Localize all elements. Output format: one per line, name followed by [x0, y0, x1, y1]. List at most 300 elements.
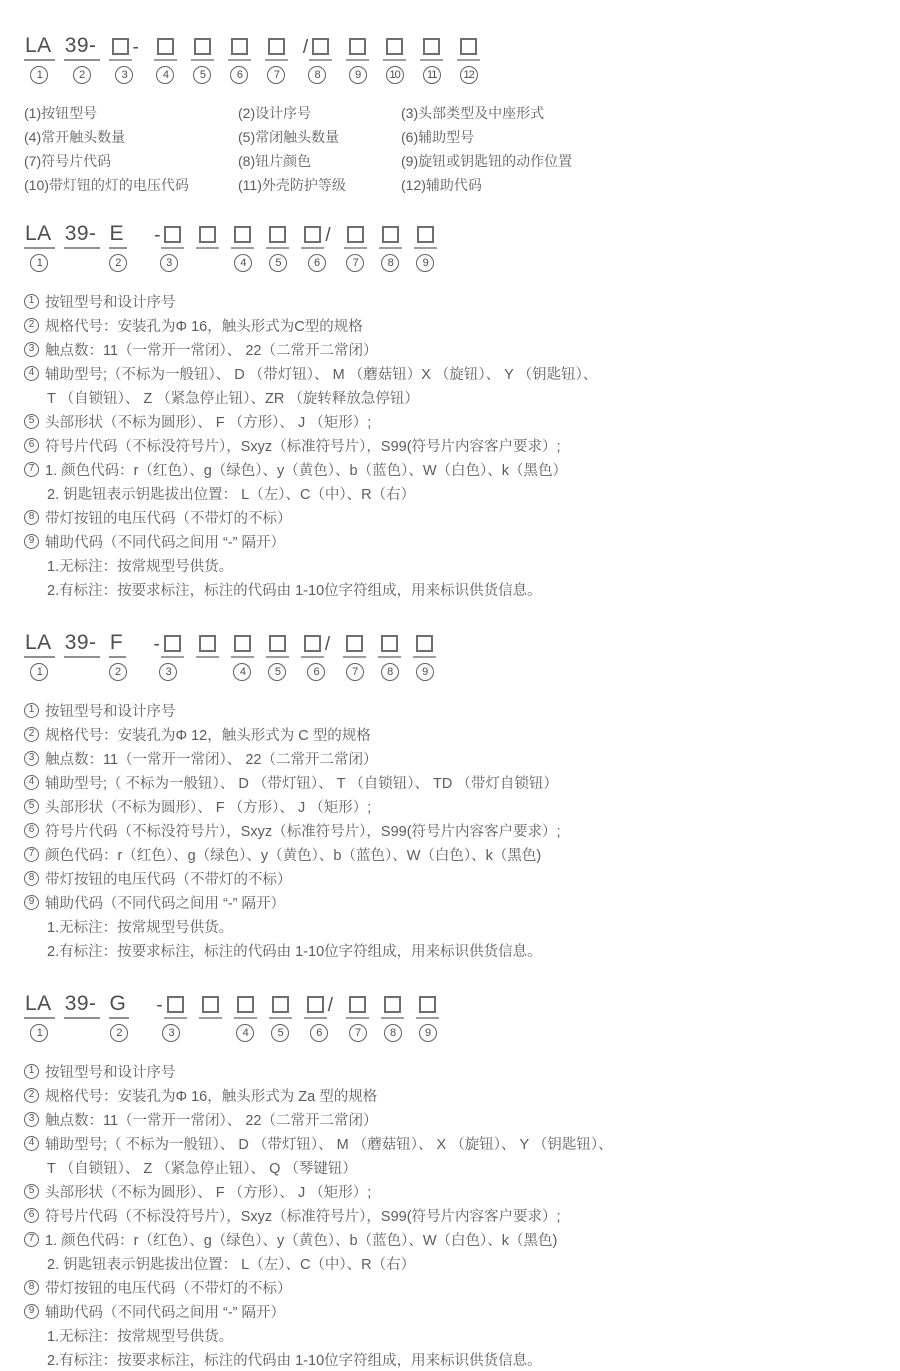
- scheme-segment: [266, 631, 289, 683]
- spec-text: 触点数：11（一常开一常闭）、 22（二常开二常闭）: [45, 1112, 378, 1129]
- scheme-segment: [191, 34, 214, 86]
- placeholder-box-icon: [419, 996, 436, 1013]
- scheme-segment-number: [349, 1024, 367, 1044]
- spec-text: 1.无标注：按常规型号供货。: [47, 558, 234, 575]
- placeholder-box-underline: [199, 996, 222, 1019]
- separator-dash: -: [132, 37, 139, 58]
- circled-number: 6: [24, 1208, 39, 1223]
- scheme-segment-number: [349, 66, 367, 86]
- scheme-segment: [64, 992, 100, 1044]
- circled-number: 2: [109, 254, 127, 272]
- spec-line: [24, 433, 880, 457]
- scheme-segment: [414, 222, 437, 274]
- spec-line: [24, 553, 880, 577]
- placeholder-box-underline: [228, 38, 251, 61]
- circled-number: 3: [115, 66, 133, 84]
- circled-number: 4: [24, 775, 39, 790]
- separator-dash: -: [156, 995, 163, 1016]
- circled-number: 9: [349, 66, 367, 84]
- scheme-segment-number: [73, 66, 91, 86]
- placeholder-box-icon: [304, 226, 321, 243]
- separator-slash: /: [327, 995, 333, 1016]
- scheme-segment-number: [386, 66, 404, 86]
- scheme-segment: [228, 34, 251, 86]
- scheme-segment-number: [381, 663, 399, 683]
- placeholder-box-underline: [161, 635, 184, 658]
- scheme-segment-symbols: [24, 34, 55, 61]
- placeholder-box-underline: [196, 226, 219, 249]
- placeholder-box-underline: [301, 226, 324, 249]
- circled-number: 9: [416, 254, 434, 272]
- spec-line: [24, 1275, 880, 1299]
- scheme-segment: [231, 222, 254, 274]
- scheme-segment-symbols: [343, 631, 366, 658]
- placeholder-box-icon: [304, 635, 321, 652]
- circled-number: 1: [30, 663, 48, 681]
- spec-line: [24, 1299, 880, 1323]
- scheme-segment: [24, 222, 55, 274]
- spec-line: [24, 577, 880, 601]
- scheme-segment-symbols: [228, 34, 251, 61]
- circled-number: 4: [156, 66, 174, 84]
- placeholder-box-underline: [304, 996, 327, 1019]
- spec-text: 带灯按钮的电压代码（不带灯的不标）: [45, 1280, 292, 1297]
- placeholder-box-underline: [269, 996, 292, 1019]
- legend-item: (10)带灯钮的灯的电压代码: [24, 177, 189, 193]
- spec-line: [24, 289, 880, 313]
- spec-line: [24, 313, 880, 337]
- scheme-segment: [266, 222, 289, 274]
- model-code-label: 39-: [64, 631, 100, 658]
- scheme-segment: [378, 631, 401, 683]
- scheme-segment-symbols: [191, 34, 214, 61]
- legend-item: (5)常闭触头数量: [238, 129, 340, 145]
- model-code-label: LA: [24, 222, 55, 249]
- scheme-segment: [199, 992, 222, 1044]
- scheme-segment-number: [160, 254, 178, 274]
- circled-number: 5: [24, 1184, 39, 1199]
- spec-text: 触点数：11（一常开一常闭）、 22（二常开二常闭）: [45, 342, 378, 359]
- placeholder-box-icon: [307, 996, 324, 1013]
- scheme-segment-symbols: [379, 222, 402, 249]
- scheme-segment-number: [230, 66, 248, 86]
- scheme-segment-symbols: [346, 34, 369, 61]
- spec-text: T （自锁钮）、 Z （紧急停止钮）、ZR （旋转释放急停钮）: [47, 390, 419, 407]
- scheme-segment-symbols: [64, 222, 100, 249]
- spec-text: 2.有标注：按要求标注，标注的代码由 1-10位字符组成，用来标识供货信息。: [47, 582, 542, 599]
- scheme-segment-symbols: [24, 222, 55, 249]
- circled-number: 11: [423, 66, 441, 84]
- spec-text: 规格代号：安装孔为Φ 12，触头形式为 C 型的规格: [45, 727, 371, 744]
- spec-text: 触点数：11（一常开一常闭）、 22（二常开二常闭）: [45, 751, 378, 768]
- spec-text: 2.有标注：按要求标注，标注的代码由 1-10位字符组成，用来标识供货信息。: [47, 1352, 542, 1369]
- legend-item: (3)头部类型及中座形式: [401, 105, 545, 121]
- spec-text: 规格代号：安装孔为Φ 16，触头形式为C型的规格: [45, 318, 363, 335]
- scheme-segment-number: [162, 1024, 180, 1044]
- placeholder-box-underline: [265, 38, 288, 61]
- spec-text: 1. 颜色代码：r（红色）、g（绿色）、y（黄色）、b（蓝色）、W（白色）、k（黑色): [45, 1232, 558, 1249]
- model-code-label: LA: [24, 34, 55, 61]
- scheme-segment-number: [115, 66, 133, 86]
- scheme-segment-symbols: [378, 631, 401, 658]
- model-scheme-e: [24, 222, 880, 274]
- scheme-segment-number: [460, 66, 478, 86]
- scheme-segment: [302, 34, 332, 86]
- circled-number: 8: [24, 1280, 39, 1295]
- circled-number: 9: [416, 663, 434, 681]
- placeholder-box-icon: [384, 996, 401, 1013]
- scheme-segment: [301, 631, 331, 683]
- scheme-segment-symbols: [24, 992, 55, 1019]
- scheme-segment: [155, 992, 186, 1044]
- circled-number: 12: [460, 66, 478, 84]
- scheme-segment-number: [156, 66, 174, 86]
- spec-line: [24, 1347, 880, 1371]
- scheme-segment: [346, 34, 369, 86]
- model-code-label: 39-: [64, 34, 100, 61]
- model-code-label: G: [109, 992, 130, 1019]
- spec-line: [24, 481, 880, 505]
- scheme-segment-symbols: [420, 34, 443, 61]
- circled-number: 6: [230, 66, 248, 84]
- scheme-segment-symbols: [64, 34, 100, 61]
- spec-text: 辅助代码（不同代码之间用 “-” 隔开）: [45, 534, 286, 551]
- circled-number: 4: [24, 1136, 39, 1151]
- scheme-segment-number: [346, 663, 364, 683]
- scheme-segment: [154, 34, 177, 86]
- section-la39-f: [24, 631, 880, 962]
- placeholder-box-underline: [309, 38, 332, 61]
- scheme-segment-number: [159, 663, 177, 683]
- scheme-segment: [379, 222, 402, 274]
- placeholder-box-icon: [272, 996, 289, 1013]
- scheme-segment-symbols: [199, 992, 222, 1019]
- scheme-segment: [64, 631, 100, 683]
- legend-item: (7)符号片代码: [24, 153, 112, 169]
- spec-line: [24, 505, 880, 529]
- circled-number: 8: [381, 254, 399, 272]
- spec-line: [24, 866, 880, 890]
- scheme-segment: [153, 631, 184, 683]
- legend-grid: [24, 106, 880, 192]
- circled-number: 2: [110, 1024, 128, 1042]
- model-code-label: LA: [24, 992, 55, 1019]
- separator-slash: /: [324, 634, 331, 655]
- spec-text: 2. 钥匙钮表示钥匙拔出位置： L（左）、C（中）、R（右）: [47, 486, 416, 503]
- scheme-segment-symbols: [265, 34, 288, 61]
- scheme-segment-number: [308, 66, 326, 86]
- scheme-segment-symbols: [413, 631, 436, 658]
- scheme-segment: [231, 631, 254, 683]
- spec-text: 2. 钥匙钮表示钥匙拔出位置： L（左）、C（中）、R（右）: [47, 1256, 416, 1273]
- spec-line: [24, 722, 880, 746]
- circled-number: 9: [24, 895, 39, 910]
- scheme-segment: [346, 992, 369, 1044]
- circled-number: 4: [233, 663, 251, 681]
- scheme-segment-symbols: [153, 222, 184, 249]
- placeholder-box-underline: [457, 38, 480, 61]
- legend-item: (8)钮片颜色: [238, 153, 312, 169]
- placeholder-box-icon: [167, 996, 184, 1013]
- spec-line: [24, 529, 880, 553]
- spec-text: 头部形状（不标为圆形）、 F （方形）、 J （矩形）;: [45, 1184, 372, 1201]
- model-code-label: 39-: [64, 222, 100, 249]
- model-scheme-g: [24, 992, 880, 1044]
- placeholder-box-underline: [161, 226, 184, 249]
- scheme-segment-number: [109, 663, 127, 683]
- scheme-segment: [109, 222, 128, 274]
- spec-line: [24, 1059, 880, 1083]
- scheme-segment: [64, 34, 100, 86]
- scheme-segment: [24, 631, 55, 683]
- scheme-segment: [24, 992, 55, 1044]
- placeholder-box-icon: [194, 38, 211, 55]
- legend-item: (4)常开触头数量: [24, 129, 126, 145]
- placeholder-box-underline: [196, 635, 219, 658]
- scheme-segment-symbols: [266, 631, 289, 658]
- circled-number: 5: [269, 254, 287, 272]
- placeholder-box-icon: [164, 226, 181, 243]
- circled-number: 4: [236, 1024, 254, 1042]
- section-la39-e: [24, 222, 880, 601]
- placeholder-box-underline: [154, 38, 177, 61]
- scheme-segment: [109, 631, 127, 683]
- scheme-segment: [344, 222, 367, 274]
- scheme-segment-number: [346, 254, 364, 274]
- circled-number: 9: [24, 1304, 39, 1319]
- placeholder-box-underline: [266, 635, 289, 658]
- scheme-segment-symbols: [24, 631, 55, 658]
- circled-number: 7: [349, 1024, 367, 1042]
- circled-number: 9: [419, 1024, 437, 1042]
- circled-number: 7: [24, 1232, 39, 1247]
- model-scheme-f: [24, 631, 880, 683]
- scheme-segment: [381, 992, 404, 1044]
- legend-item: (11)外壳防护等级: [238, 177, 346, 193]
- circled-number: 5: [193, 66, 211, 84]
- scheme-segment: [383, 34, 406, 86]
- legend-item: (9)旋钮或钥匙钮的动作位置: [401, 153, 573, 169]
- section-la39-g: [24, 992, 880, 1371]
- spec-line: [24, 1179, 880, 1203]
- circled-number: 6: [24, 438, 39, 453]
- circled-number: 2: [24, 318, 39, 333]
- circled-number: 8: [384, 1024, 402, 1042]
- placeholder-box-icon: [460, 38, 477, 55]
- circled-number: 9: [24, 534, 39, 549]
- placeholder-box-icon: [234, 226, 251, 243]
- placeholder-box-underline: [414, 226, 437, 249]
- placeholder-box-icon: [349, 996, 366, 1013]
- scheme-segment-number: [193, 66, 211, 86]
- spec-line: [24, 698, 880, 722]
- scheme-segment: [153, 222, 184, 274]
- circled-number: 2: [109, 663, 127, 681]
- scheme-segment-symbols: [231, 631, 254, 658]
- circled-number: 4: [234, 254, 252, 272]
- scheme-segment-number: [307, 663, 325, 683]
- placeholder-box-icon: [231, 38, 248, 55]
- placeholder-box-underline: [301, 635, 324, 658]
- scheme-segment: [24, 34, 55, 86]
- scheme-segment-symbols: [109, 992, 130, 1019]
- placeholder-box-icon: [234, 635, 251, 652]
- circled-number: 8: [24, 510, 39, 525]
- scheme-segment-symbols: [153, 631, 184, 658]
- scheme-segment: [304, 992, 334, 1044]
- circled-number: 1: [30, 66, 48, 84]
- circled-number: 5: [24, 414, 39, 429]
- model-code-label: 39-: [64, 992, 100, 1019]
- placeholder-box-icon: [112, 38, 129, 55]
- circled-number: 6: [310, 1024, 328, 1042]
- scheme-segment: [196, 222, 219, 274]
- spec-line: [24, 385, 880, 409]
- legend-item: (1)按钮型号: [24, 105, 98, 121]
- scheme-segment: [457, 34, 480, 86]
- scheme-segment-number: [236, 1024, 254, 1044]
- placeholder-box-icon: [199, 226, 216, 243]
- placeholder-box-underline: [343, 635, 366, 658]
- spec-text: 带灯按钮的电压代码（不带灯的不标）: [45, 510, 292, 527]
- placeholder-box-icon: [269, 635, 286, 652]
- scheme-segment-number: [423, 66, 441, 86]
- circled-number: 7: [346, 254, 364, 272]
- placeholder-box-icon: [164, 635, 181, 652]
- circled-number: 4: [24, 366, 39, 381]
- scheme-segment-number: [233, 663, 251, 683]
- placeholder-box-underline: [416, 996, 439, 1019]
- circled-number: 1: [24, 1064, 39, 1079]
- scheme-segment-symbols: [344, 222, 367, 249]
- scheme-segment-number: [384, 1024, 402, 1044]
- scheme-segment: [343, 631, 366, 683]
- spec-line: [24, 457, 880, 481]
- spec-lines: [24, 289, 880, 601]
- circled-number: 8: [381, 663, 399, 681]
- scheme-segment-number: [310, 1024, 328, 1044]
- scheme-segment-symbols: [64, 992, 100, 1019]
- placeholder-box-icon: [349, 38, 366, 55]
- scheme-segment-number: [416, 254, 434, 274]
- spec-text: 2.有标注：按要求标注，标注的代码由 1-10位字符组成，用来标识供货信息。: [47, 943, 542, 960]
- spec-line: [24, 1323, 880, 1347]
- circled-number: 7: [267, 66, 285, 84]
- placeholder-box-underline: [191, 38, 214, 61]
- spec-text: 1.无标注：按常规型号供货。: [47, 1328, 234, 1345]
- scheme-segment-number: [419, 1024, 437, 1044]
- circled-number: 6: [24, 823, 39, 838]
- circled-number: 5: [24, 799, 39, 814]
- spec-text: 辅助代码（不同代码之间用 “-” 隔开）: [45, 895, 286, 912]
- scheme-segment-symbols: [154, 34, 177, 61]
- scheme-segment: [413, 631, 436, 683]
- spec-line: [24, 361, 880, 385]
- scheme-segment-number: [416, 663, 434, 683]
- spec-line: [24, 409, 880, 433]
- placeholder-box-underline: [346, 996, 369, 1019]
- scheme-segment-symbols: [301, 631, 331, 658]
- scheme-segment-symbols: [266, 222, 289, 249]
- scheme-segment-number: [268, 663, 286, 683]
- circled-number: 1: [30, 1024, 48, 1042]
- placeholder-box-underline: [344, 226, 367, 249]
- circled-number: 2: [73, 66, 91, 84]
- spec-line: [24, 337, 880, 361]
- placeholder-box-icon: [157, 38, 174, 55]
- scheme-segment-number: [30, 663, 48, 683]
- circled-number: 7: [24, 462, 39, 477]
- circled-number: 3: [159, 663, 177, 681]
- scheme-segment-symbols: [414, 222, 437, 249]
- model-code-label: F: [109, 631, 126, 658]
- spec-line: [24, 818, 880, 842]
- spec-text: 符号片代码（不标没符号片），Sxyz（标准符号片），S99(符号片内容客户要求）;: [45, 1208, 561, 1225]
- scheme-segment-symbols: [196, 222, 219, 249]
- circled-number: 3: [160, 254, 178, 272]
- circled-number: 1: [24, 703, 39, 718]
- placeholder-box-underline: [231, 226, 254, 249]
- scheme-segment: [196, 631, 219, 683]
- circled-number: 2: [24, 1088, 39, 1103]
- scheme-segment-symbols: [416, 992, 439, 1019]
- spec-line: [24, 1131, 880, 1155]
- placeholder-box-underline: [109, 38, 132, 61]
- scheme-segment-number: [110, 1024, 128, 1044]
- scheme-segment-symbols: [109, 631, 126, 658]
- placeholder-box-icon: [199, 635, 216, 652]
- placeholder-box-underline: [378, 635, 401, 658]
- scheme-segment-symbols: [231, 222, 254, 249]
- scheme-segment-symbols: [304, 992, 334, 1019]
- spec-text: 颜色代码：r（红色）、g（绿色）、y（黄色）、b（蓝色）、W（白色）、k（黑色): [45, 847, 542, 864]
- placeholder-box-underline: [346, 38, 369, 61]
- placeholder-box-icon: [382, 226, 399, 243]
- model-code-label: LA: [24, 631, 55, 658]
- placeholder-box-icon: [312, 38, 329, 55]
- scheme-segment-number: [269, 254, 287, 274]
- placeholder-box-underline: [420, 38, 443, 61]
- circled-number: 10: [386, 66, 404, 84]
- spec-text: 规格代号：安装孔为Φ 16，触头形式为 Za 型的规格: [45, 1088, 378, 1105]
- scheme-segment: [234, 992, 257, 1044]
- scheme-segment-number: [267, 66, 285, 86]
- scheme-segment-number: [381, 254, 399, 274]
- placeholder-box-underline: [231, 635, 254, 658]
- spec-text: 带灯按钮的电压代码（不带灯的不标）: [45, 871, 292, 888]
- spec-text: 辅助型号;（不标为一般钮）、 D （带灯钮）、 M （蘑菇钮）X （旋钮）、 Y （钥匙钮）、: [45, 366, 598, 383]
- spec-text: 辅助型号;（ 不标为一般钮）、 D （带灯钮）、 T （自锁钮）、 TD （带灯自锁钮）: [45, 775, 558, 792]
- scheme-segment-symbols: [346, 992, 369, 1019]
- placeholder-box-icon: [269, 226, 286, 243]
- spec-lines: [24, 698, 880, 962]
- spec-line: [24, 1203, 880, 1227]
- scheme-segment: [301, 222, 331, 274]
- scheme-segment-symbols: [234, 992, 257, 1019]
- spec-text: T （自锁钮）、 Z （紧急停止钮）、 Q （琴键钮）: [47, 1160, 357, 1177]
- separator-slash: /: [302, 37, 309, 58]
- scheme-segment-number: [109, 254, 127, 274]
- spec-text: 符号片代码（不标没符号片），Sxyz（标准符号片），S99(符号片内容客户要求）;: [45, 438, 561, 455]
- circled-number: 5: [271, 1024, 289, 1042]
- spec-line: [24, 1083, 880, 1107]
- placeholder-box-icon: [381, 635, 398, 652]
- spec-text: 符号片代码（不标没符号片），Sxyz（标准符号片），S99(符号片内容客户要求）;: [45, 823, 561, 840]
- circled-number: 1: [24, 294, 39, 309]
- scheme-segment: [109, 992, 130, 1044]
- spec-line: [24, 842, 880, 866]
- placeholder-box-icon: [417, 226, 434, 243]
